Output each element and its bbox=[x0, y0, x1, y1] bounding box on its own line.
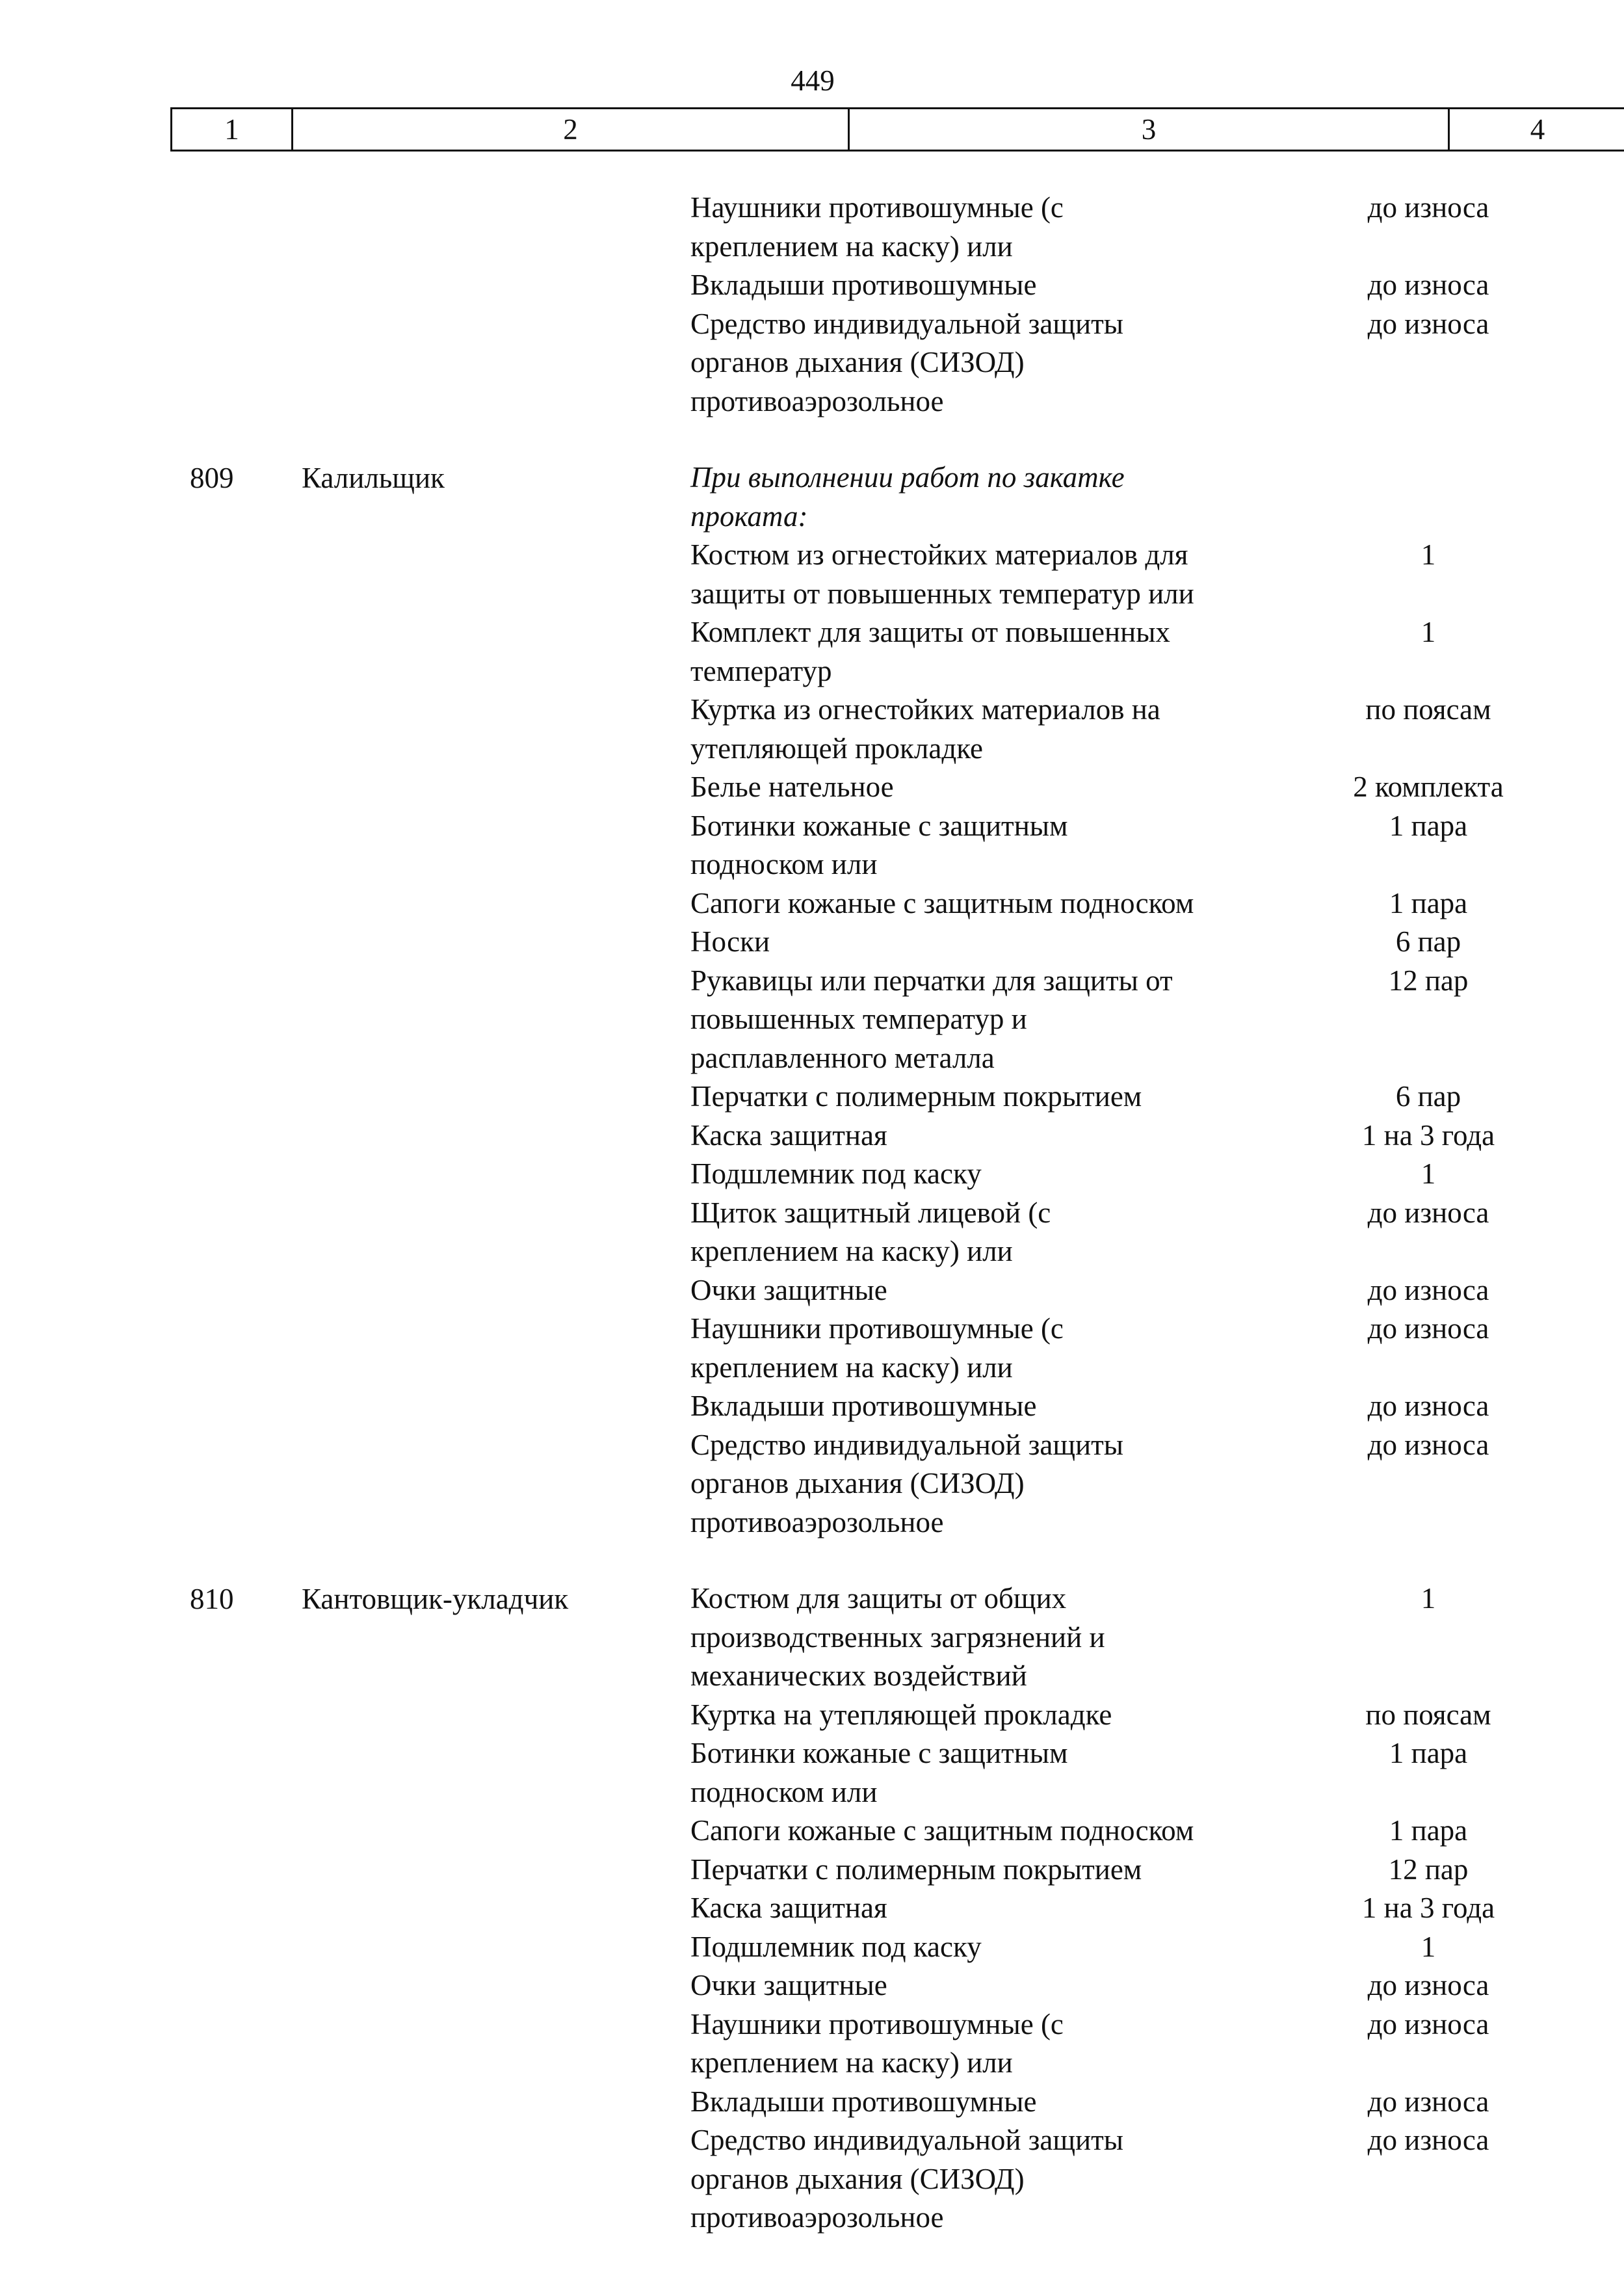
ppe-item-name: Средство индивидуальной защиты органов дыхания (СИЗОД) противоаэрозольное bbox=[690, 307, 1124, 417]
column-header-4: 4 bbox=[1448, 109, 1624, 150]
column-header-1: 1 bbox=[170, 109, 291, 150]
ppe-item-row bbox=[690, 1387, 1601, 1426]
ppe-item-norm: 1 bbox=[1421, 1157, 1436, 1190]
table-body bbox=[0, 189, 1624, 2237]
profession-group bbox=[0, 458, 1624, 1542]
ppe-item-norm: до износа bbox=[1367, 1312, 1489, 1345]
ppe-item-norm: до износа bbox=[1367, 191, 1489, 224]
ppe-item-norm: 1 пара bbox=[1389, 1814, 1468, 1847]
ppe-item-norm bbox=[1315, 458, 1542, 536]
ppe-item-name: При выполнении работ по закатке проката: bbox=[690, 461, 1125, 533]
ppe-item-name: Ботинки кожаные с защитным подноском или bbox=[690, 809, 1068, 880]
ppe-item-name: Очки защитные bbox=[690, 1273, 887, 1306]
ppe-item-norm: до износа bbox=[1367, 1390, 1489, 1422]
ppe-item-row bbox=[690, 189, 1601, 266]
ppe-item-norm: по поясам bbox=[1365, 1698, 1491, 1731]
ppe-item-row bbox=[690, 1271, 1601, 1310]
ppe-item-name: Ботинки кожаные с защитным подноском или bbox=[690, 1737, 1068, 1808]
ppe-item-name: Белье нательное bbox=[690, 771, 894, 803]
profession-group bbox=[0, 189, 1624, 421]
ppe-item-name: Наушники противошумные (с креплением на каску) или bbox=[690, 2007, 1064, 2079]
ppe-item-row bbox=[690, 1579, 1601, 1696]
ppe-item-norm: 1 bbox=[1421, 1930, 1436, 1963]
column-header-3: 3 bbox=[848, 109, 1448, 150]
ppe-item-row bbox=[690, 1966, 1601, 2005]
ppe-item-norm: до износа bbox=[1367, 1969, 1489, 2001]
ppe-item-name: Костюм из огнестойких материалов для защиты от повышенных температур или bbox=[690, 538, 1194, 610]
ppe-item-row bbox=[690, 2005, 1601, 2083]
ppe-item-name: Щиток защитный лицевой (с креплением на каску) или bbox=[690, 1196, 1051, 1267]
ppe-item-name: Средство индивидуальной защиты органов дыхания (СИЗОД) противоаэрозольное bbox=[690, 1428, 1124, 1538]
column-header-row bbox=[170, 107, 1624, 152]
ppe-item-name: Каска защитная bbox=[690, 1118, 887, 1152]
profession-number: 809 bbox=[190, 462, 234, 494]
ppe-item-name: Подшлемник под каску bbox=[690, 1930, 982, 1963]
ppe-item-norm: до износа bbox=[1367, 1196, 1489, 1229]
ppe-item-name: Наушники противошумные (с креплением на каску) или bbox=[690, 191, 1064, 263]
ppe-item-name: Куртка на утепляющей прокладке bbox=[690, 1698, 1112, 1731]
ppe-item-norm: 12 пар bbox=[1388, 1853, 1469, 1886]
ppe-item-row bbox=[690, 1734, 1601, 1812]
ppe-item-name: Вкладыши противошумные bbox=[690, 269, 1037, 301]
ppe-item-name: Рукавицы или перчатки для защиты от повышенных температур и расплавленного металла bbox=[690, 964, 1173, 1074]
ppe-item-row bbox=[690, 1116, 1601, 1155]
ppe-item-row bbox=[690, 266, 1601, 305]
ppe-item-norm: 1 bbox=[1421, 1582, 1436, 1615]
ppe-item-name: Наушники противошумные (с креплением на каску) или bbox=[690, 1312, 1064, 1384]
ppe-item-row bbox=[690, 691, 1601, 768]
ppe-item-norm: по поясам bbox=[1365, 693, 1491, 726]
ppe-item-norm: 6 пар bbox=[1395, 925, 1461, 958]
ppe-item-name: Подшлемник под каску bbox=[690, 1157, 982, 1190]
condition-subheading bbox=[690, 458, 1601, 536]
ppe-item-row bbox=[690, 613, 1601, 691]
ppe-item-name: Комплект для защиты от повышенных температур bbox=[690, 616, 1170, 687]
ppe-item-norm: 1 пара bbox=[1389, 809, 1468, 842]
ppe-item-name: Сапоги кожаные с защитным подноском bbox=[690, 1814, 1194, 1847]
ppe-item-row bbox=[690, 1155, 1601, 1194]
profession-name: Калильщик bbox=[302, 462, 445, 494]
ppe-item-row bbox=[690, 2083, 1601, 2122]
column-header-2: 2 bbox=[291, 109, 848, 150]
ppe-item-norm: 1 пара bbox=[1389, 886, 1468, 919]
ppe-item-row bbox=[690, 884, 1601, 923]
ppe-item-norm: до износа bbox=[1367, 2085, 1489, 2118]
ppe-item-row bbox=[690, 1696, 1601, 1735]
ppe-item-row bbox=[690, 1851, 1601, 1890]
ppe-item-row bbox=[690, 305, 1601, 421]
ppe-item-row bbox=[690, 1310, 1601, 1387]
ppe-item-norm: до износа bbox=[1367, 2124, 1489, 2156]
ppe-item-name: Носки bbox=[690, 925, 770, 958]
ppe-item-norm: 1 bbox=[1421, 538, 1436, 571]
ppe-item-norm: до износа bbox=[1367, 307, 1489, 340]
ppe-item-norm: 1 bbox=[1421, 616, 1436, 648]
profession-name: Кантовщик-укладчик bbox=[302, 1583, 569, 1615]
ppe-item-row bbox=[690, 807, 1601, 884]
ppe-item-name: Костюм для защиты от общих производственных загрязнений и механических воздействий bbox=[690, 1582, 1105, 1692]
ppe-item-norm: до износа bbox=[1367, 1273, 1489, 1306]
ppe-item-norm: 1 на 3 года bbox=[1361, 1892, 1495, 1924]
ppe-item-name: Каска защитная bbox=[690, 1892, 887, 1924]
profession-group bbox=[0, 1579, 1624, 2237]
ppe-item-name: Очки защитные bbox=[690, 1969, 887, 2001]
profession-number: 810 bbox=[190, 1583, 234, 1615]
ppe-item-row bbox=[690, 536, 1601, 613]
ppe-item-row bbox=[690, 923, 1601, 962]
ppe-item-name: Средство индивидуальной защиты органов дыхания (СИЗОД) противоаэрозольное bbox=[690, 2124, 1124, 2234]
ppe-item-name: Перчатки с полимерным покрытием bbox=[690, 1080, 1142, 1113]
ppe-item-row bbox=[690, 1077, 1601, 1116]
ppe-item-name: Перчатки с полимерным покрытием bbox=[690, 1853, 1142, 1886]
ppe-item-norm: до износа bbox=[1367, 1428, 1489, 1461]
ppe-item-norm: 1 пара bbox=[1389, 1737, 1468, 1769]
ppe-item-norm: 2 комплекта bbox=[1353, 771, 1504, 803]
ppe-item-norm: 6 пар bbox=[1395, 1080, 1461, 1113]
ppe-item-row bbox=[690, 2121, 1601, 2237]
ppe-item-norm: до износа bbox=[1367, 2007, 1489, 2040]
ppe-item-name: Куртка из огнестойких материалов на утепляющей прокладке bbox=[690, 693, 1160, 765]
ppe-item-row bbox=[690, 1889, 1601, 1928]
ppe-item-norm: 1 на 3 года bbox=[1361, 1118, 1495, 1152]
ppe-item-row bbox=[690, 1928, 1601, 1967]
ppe-item-norm: 12 пар bbox=[1388, 964, 1469, 997]
ppe-item-row bbox=[690, 1194, 1601, 1271]
ppe-item-row bbox=[690, 1812, 1601, 1851]
ppe-item-row bbox=[690, 962, 1601, 1078]
page-number: 449 bbox=[791, 64, 835, 97]
ppe-item-name: Сапоги кожаные с защитным подноском bbox=[690, 886, 1194, 919]
ppe-item-norm: до износа bbox=[1367, 269, 1489, 301]
ppe-item-name: Вкладыши противошумные bbox=[690, 1390, 1037, 1422]
ppe-item-row bbox=[690, 1426, 1601, 1542]
ppe-item-name: Вкладыши противошумные bbox=[690, 2085, 1037, 2118]
ppe-item-row bbox=[690, 768, 1601, 807]
